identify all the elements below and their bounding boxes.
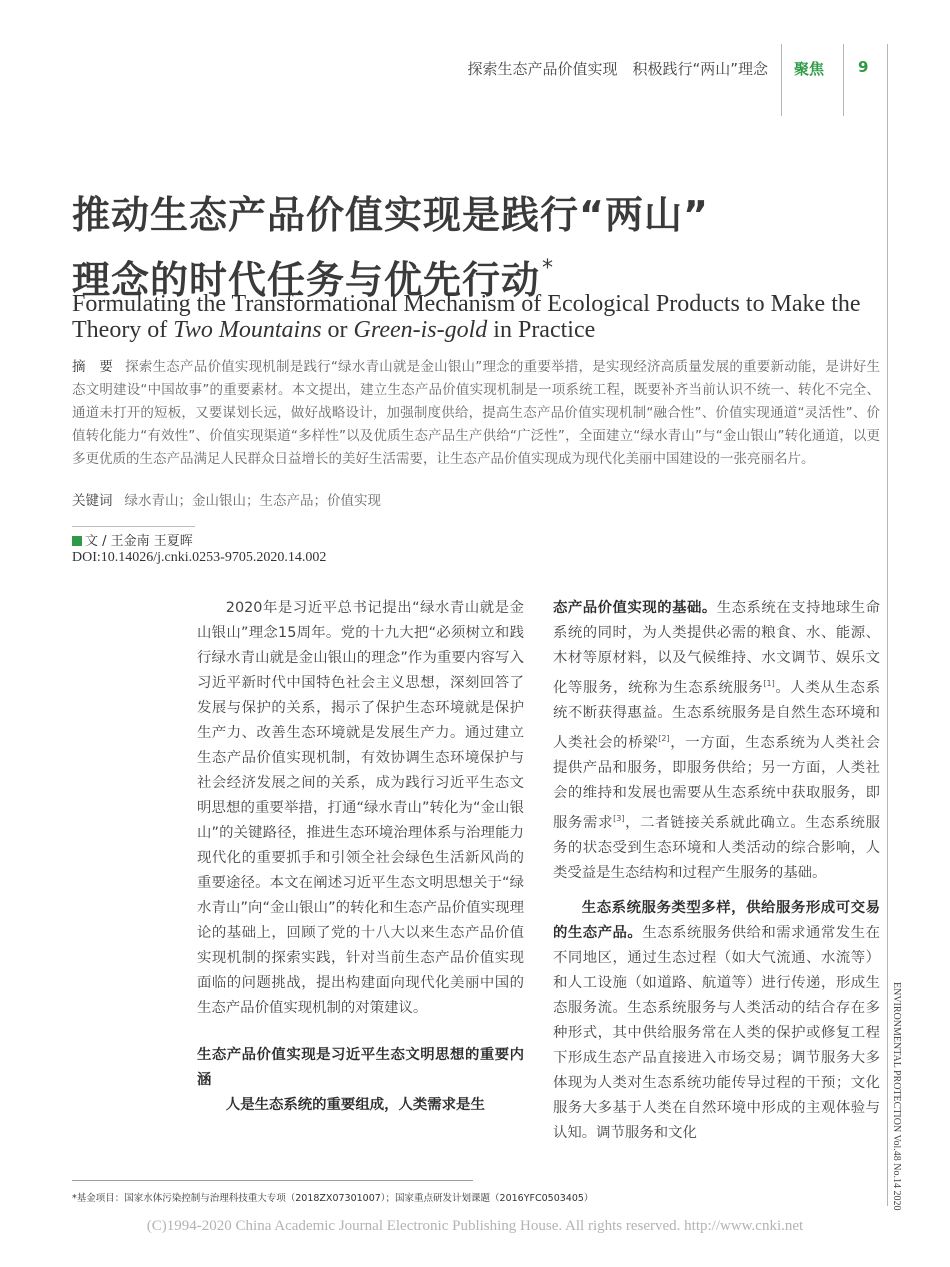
byline [72,530,193,549]
citation-1: [1] [763,679,775,688]
doi: DOI:10.14026/j.cnki.0253-9705.2020.14.002 [72,550,327,565]
lead-bold-text: 人是生态系统的重要组成，人类需求是生 [225,1097,485,1113]
title-en-part-4: in Practice [487,317,596,343]
title-en-italic-2: Green-is-gold [353,317,488,343]
citation-3: [3] [613,814,625,823]
running-title: 探索生态产品价值实现 积极践行“两山”理念 [467,60,768,78]
intro-paragraph: 2020年是习近平总书记提出“绿水青山就是金山银山”理念15周年。党的十九大把“必须树立和践行绿水青山就是金山银山的理念”作为重要内容写入习近平新时代中国特色社会主义思想，深刻回答了发展与保护的关系，揭示了保护生态环境就是保护生产力、改善生态环境就是发展生产力。通过建立生态产品价值实现机制，有效协调生态环境保护与社会经济发展之间的关系，成为践行习近平生态文明思想的重要举措，打通“绿水青山”转化为“金山银山”的关键路径，推进生态环境治理体系与治理能力现代化的重要抓手和引领全社会绿色生活新风尚的重要途径。本文在阐述习近平生态文明思想关于“绿水青山”向“金山银山”的转化和生态产品价值实现理论的基础上，回顾了党的十八大以来生态产品价值实现机制的探索实践，针对当前生态产品价值实现面临的问题挑战，提出构建面向现代化美丽中国的生态产品价值实现机制的对策建议。 [197,600,524,1016]
header-divider-1 [781,44,782,116]
authors: 文 / 王金南 王夏晖 [85,534,193,549]
keywords [72,490,880,513]
paragraph-lead [197,1093,524,1118]
continued-bold-text: 态产品价值实现的基础。 [553,600,717,616]
title-english-line-2 [72,317,892,343]
services-text: 生态系统服务供给和需求通常发生在不同地区，通过生态过程（如大气流通、水流等）和人工设施（如道路、航道等）进行传递，形成生态服务流。生态系统服务与人类活动的结合存在多种形式，其中供给服务常在人类的保护或修复工程下形成生态产品直接进入市场交易；调节服务大多体现为人类对生态系统功能传导过程的干预；文化服务大多基于人类在自然环境中形成的主观体验与认知。调节服务和文化 [553,925,880,1141]
green-square-icon [72,536,82,546]
body-column-left [197,596,524,1118]
title-chinese-line-1: 推动生态产品价值实现是践行“两山” [72,193,709,237]
copyright-watermark: (C)1994-2020 China Academic Journal Electronic Publishing House. All rights reserved. http://www.cnki.net [146,1218,804,1234]
section-tag: 聚焦 [794,60,825,78]
title-english [72,291,892,343]
paragraph-text-b: 。人类从生态系统不断获得惠益。生态系统服务是自然生态环境和人类社会的桥梁 [553,680,880,751]
keywords-label: 关键词 [72,493,113,509]
title-chinese-line-2-text: 理念的时代任务与优先行动 [72,258,541,302]
citation-2: [2] [658,734,670,743]
abstract-text: 探索生态产品价值实现机制是践行“绿水青山就是金山银山”理念的重要举措，是实现经济高质量发展的重要新动能，是讲好生态文明建设“中国故事”的重要素材。本文提出，建立生态产品价值实现机制是一项系统工程，既要补齐当前认识不统一、转化不完全、通道未打开的短板，又要谋划长远，做好战略设计，加强制度供给，提高生态产品价值实现机制“融合性”、价值实现通道“灵活性”、价值转化能力“有效性”、价值实现渠道“多样性”以及优质生态产品生产供给“广泛性”，全面建立“绿水青山”与“金山银山”转化通道，以更多更优质的生态产品满足人民群众日益增长的美好生活需要，让生态产品价值实现成为现代化美丽中国建设的一张亮丽名片。 [72,359,880,467]
continued-paragraph [553,596,880,886]
paragraph-text-d: ，二者链接关系就此确立。生态系统服务的状态受到生态环境和人类活动的综合影响，人类受益是生态结构和过程产生服务的基础。 [553,815,880,881]
keywords-text: 绿水青山；金山银山；生态产品；价值实现 [124,493,381,509]
title-chinese [72,188,892,307]
paragraph-text-c: ，一方面，生态系统为人类社会提供产品和服务，即服务供给；另一方面，人类社会的维持和发展也需要从生态系统中获取服务，即服务需求 [553,735,880,831]
paragraph-text-a: 生态系统在支持地球生命系统的同时，为人类提供必需的粮食、水、能源、木材等原材料，以及气候维持、水文调节、娱乐文化等服务，统称为生态系统服务 [553,600,880,696]
title-en-part-2: Theory of [72,317,174,343]
services-bold-text: 生态系统服务类型多样，供给服务形成可交易的生态产品。 [553,900,880,941]
abstract [72,356,880,471]
services-paragraph [553,896,880,1146]
byline-rule [72,526,195,527]
page-number: 9 [858,58,869,76]
journal-side-label: ENVIRONMENTAL PROTECTION Vol.48 No.14 2020 [891,982,902,1211]
footnote-rule [72,1180,473,1181]
title-footnote-mark: * [542,256,555,281]
title-english-line-1: Formulating the Transformational Mechanism of Ecological Products to Make the [72,291,861,317]
section-heading: 生态产品价值实现是习近平生态文明思想的重要内涵 [197,1047,524,1088]
title-en-italic-1: Two Mountains [173,317,322,343]
body-column-right [553,596,880,1146]
header-divider-2 [843,44,844,116]
title-en-part-3: or [321,317,354,343]
funding-footnote: *基金项目：国家水体污染控制与治理科技重大专项（2018ZX07301007）；国家重点研发计划课题（2016YFC0503405） [72,1193,594,1204]
abstract-label: 摘 要 [72,359,114,375]
